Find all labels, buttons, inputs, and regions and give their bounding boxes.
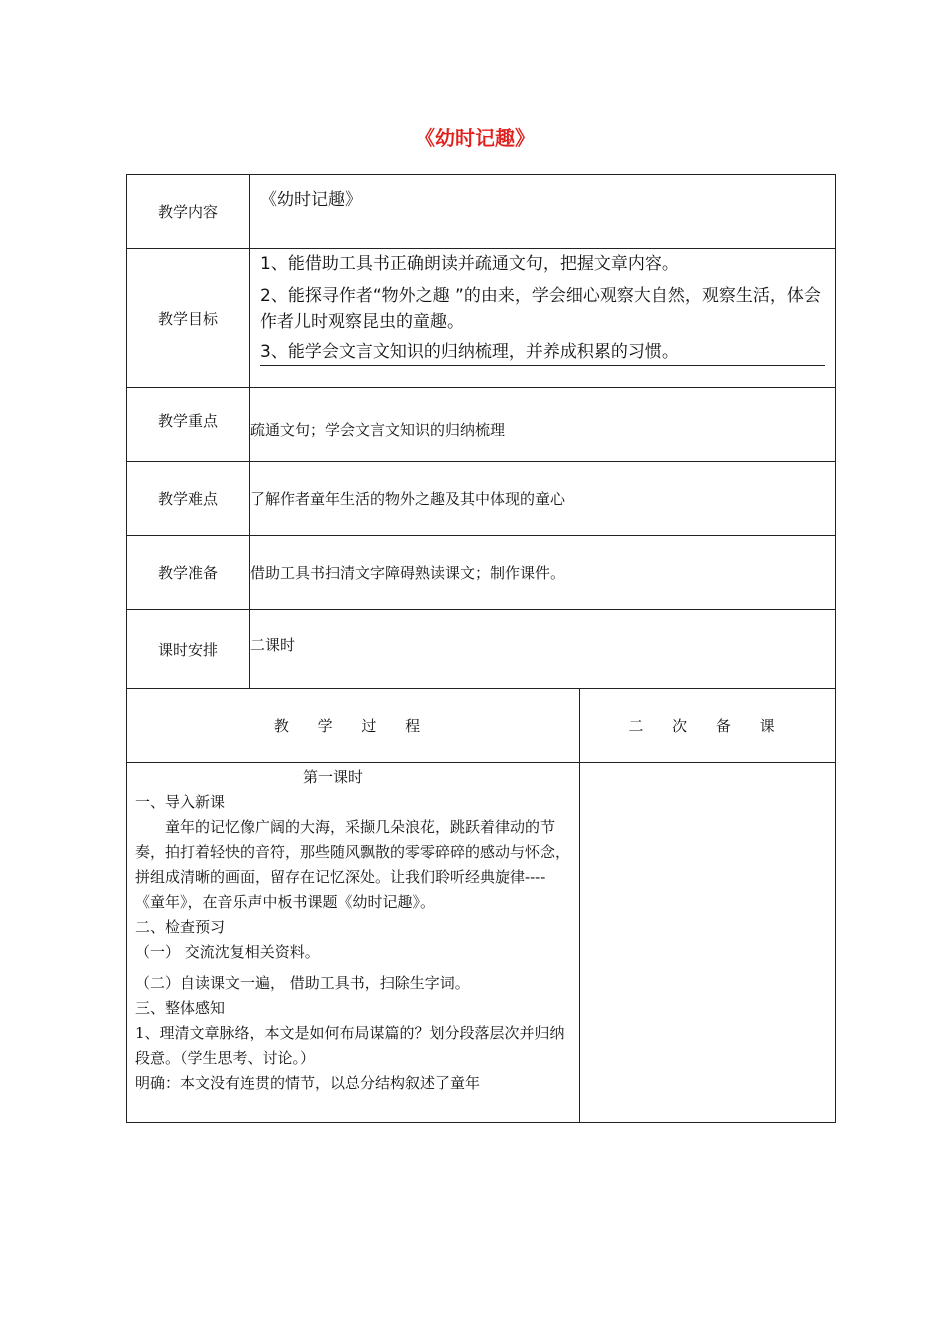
row-focus bbox=[127, 388, 836, 462]
section-3-question: 1、理清文章脉络，本文是如何布局谋篇的？划分段落层次并归纳段意。（学生思考、讨论。） bbox=[135, 1024, 565, 1067]
label-focus: 教学重点 bbox=[127, 388, 250, 462]
row-headers bbox=[127, 689, 836, 763]
goal-1: 1、能借助工具书正确朗读并疏通文句，把握文章内容。 bbox=[260, 254, 679, 274]
section-2-item-a: （一） 交流沈复相关资料。 bbox=[135, 943, 320, 961]
value-goals bbox=[250, 249, 836, 388]
process-header: 教 学 过 程 bbox=[127, 689, 580, 763]
value-prep: 借助工具书扫清文字障碍熟读课文；制作课件。 bbox=[250, 536, 836, 610]
section-1-body: 童年的记忆像广阔的大海，采撷几朵浪花，跳跃着律动的节奏，拍打着轻快的音符，那些随风飘散的零零碎碎的感动与怀念，拼组成清晰的画面，留存在记忆深处。让我们聆听经典旋律----《童年》，在音乐声中板书课题《幼时记趣》。 bbox=[135, 818, 571, 911]
section-2-item-b: （二）自读课文一遍， 借助工具书，扫除生字词。 bbox=[135, 974, 470, 992]
goal-3: 3、能学会文言文知识的归纳梳理，并养成积累的习惯。 bbox=[260, 339, 825, 366]
row-schedule bbox=[127, 610, 836, 689]
lesson-heading: 第一课时 bbox=[302, 768, 363, 786]
label-content: 教学内容 bbox=[127, 175, 250, 249]
document-title: 《幼时记趣》 bbox=[415, 126, 535, 150]
section-1-title: 一、导入新课 bbox=[135, 793, 226, 811]
label-difficulty: 教学难点 bbox=[127, 462, 250, 536]
lesson-plan-table bbox=[126, 174, 836, 1123]
section-3-title: 三、整体感知 bbox=[135, 999, 226, 1017]
goal-2: 2、能探寻作者“物外之趣 ”的由来，学会细心观察大自然，观察生活，体会作者儿时观察昆虫的童趣。 bbox=[260, 286, 821, 332]
row-goals bbox=[127, 249, 836, 388]
section-2-title: 二、检查预习 bbox=[135, 918, 226, 936]
value-content: 《幼时记趣》 bbox=[250, 175, 836, 249]
value-difficulty: 了解作者童年生活的物外之趣及其中体现的童心 bbox=[250, 462, 836, 536]
row-process bbox=[127, 763, 836, 1123]
process-content bbox=[127, 763, 580, 1123]
backup-content bbox=[580, 763, 836, 1123]
row-content bbox=[127, 175, 836, 249]
row-prep bbox=[127, 536, 836, 610]
backup-header: 二 次 备 课 bbox=[580, 689, 836, 763]
label-goals: 教学目标 bbox=[127, 249, 250, 388]
label-prep: 教学准备 bbox=[127, 536, 250, 610]
value-schedule: 二课时 bbox=[250, 610, 836, 689]
label-schedule: 课时安排 bbox=[127, 610, 250, 689]
row-difficulty bbox=[127, 462, 836, 536]
value-focus: 疏通文句；学会文言文知识的归纳梳理 bbox=[250, 388, 836, 462]
section-3-answer: 明确：本文没有连贯的情节，以总分结构叙述了童年 bbox=[135, 1074, 481, 1092]
